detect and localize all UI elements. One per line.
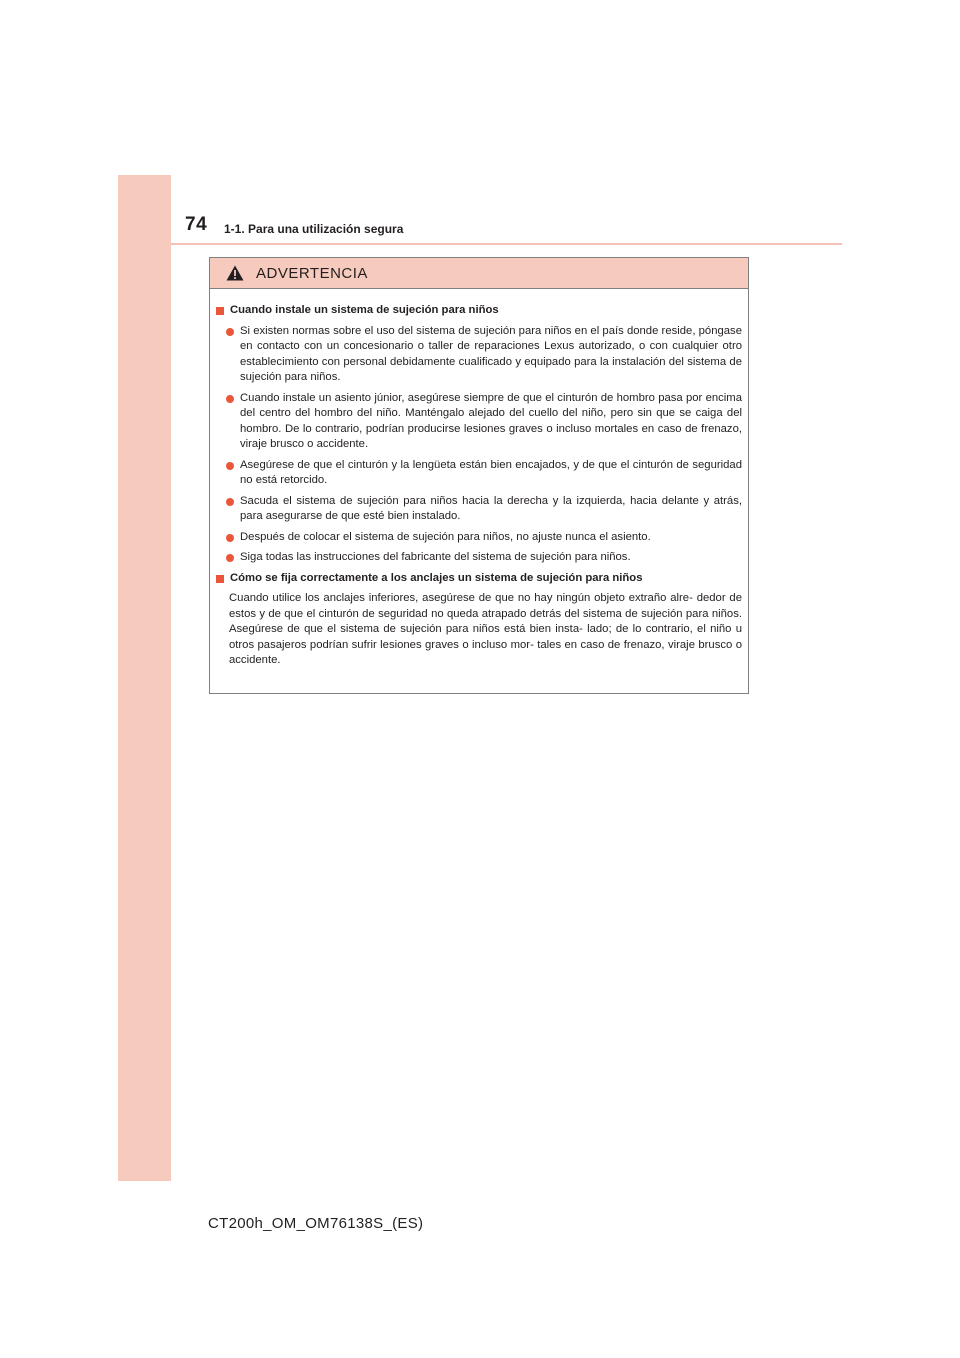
group-heading-installation <box>216 303 742 319</box>
list-item-text: Cuando instale un asiento júnior, asegúrese siempre de que el cinturón de hombro pasa por encima del centro del hombro del niño. Manténgalo alejado del cuello del niño, pero sin que se caiga del hombro. De lo contrario, podrían producirse lesiones graves o incluso mortales en caso de frenazo, viraje brusco o accidente. <box>240 391 742 450</box>
list-item <box>226 391 742 453</box>
warning-triangle-icon <box>226 265 244 281</box>
list-item-text: Después de colocar el sistema de sujeción para niños, no ajuste nunca el asiento. <box>240 530 651 543</box>
list-item <box>226 324 742 386</box>
round-bullet-icon <box>226 498 234 506</box>
list-item-text: Siga todas las instrucciones del fabricante del sistema de sujeción para niños. <box>240 551 631 563</box>
round-bullet-icon <box>226 462 234 470</box>
round-bullet-icon <box>226 328 234 336</box>
round-bullet-icon <box>226 554 234 562</box>
warning-body <box>210 289 748 669</box>
header-rule <box>171 243 842 245</box>
list-item <box>226 458 742 489</box>
square-bullet-icon <box>216 575 224 583</box>
list-item-text: Si existen normas sobre el uso del sistema de sujeción para niños en el país donde reside, póngase en contacto con un concesionario o taller de reparaciones Lexus autorizado, o con cualquier otro establecimiento con personal debidamente cualificado y equipado para la instalación del sistema de sujeción para niños. <box>240 324 742 383</box>
warning-box <box>209 257 749 694</box>
list-item <box>226 530 742 546</box>
section-title: 1-1. Para una utilización segura <box>224 222 404 236</box>
round-bullet-icon <box>226 534 234 542</box>
list-item <box>226 494 742 525</box>
list-item-text: Sacuda el sistema de sujeción para niños hacia la derecha y la izquierda, hacia delante y atrás, para asegurarse de que esté bien instalado. <box>240 494 742 522</box>
page-number: 74 <box>185 214 208 235</box>
group-heading-anchors <box>216 571 742 587</box>
warning-title: ADVERTENCIA <box>256 264 368 282</box>
footer-document-code: CT200h_OM_OM76138S_(ES) <box>208 1215 424 1232</box>
round-bullet-icon <box>226 395 234 403</box>
warning-header <box>210 258 748 289</box>
square-bullet-icon <box>216 307 224 315</box>
list-item-text: Asegúrese de que el cinturón y la lengüeta están bien encajados, y de que el cinturón de seguridad no está retorcido. <box>240 458 742 486</box>
group-heading-text: Cómo se fija correctamente a los anclajes un sistema de sujeción para niños <box>230 571 643 584</box>
list-item <box>226 550 742 566</box>
anchors-paragraph: Cuando utilice los anclajes inferiores, asegúrese de que no hay ningún objeto extraño alre- dedor de estos y de que el cinturón de seguridad no queda atrapado detrás del sistema de sujeción para niños. Asegúrese de que el sistema de sujeción para niños está bien insta- lado; de lo contrario, el niño u otros pasajeros podrían sufrir lesiones graves o incluso mor- tales en caso de frenazo, viraje brusco o accidente. <box>229 592 742 666</box>
group-heading-text: Cuando instale un sistema de sujeción para niños <box>230 304 499 316</box>
side-band <box>118 175 171 1181</box>
